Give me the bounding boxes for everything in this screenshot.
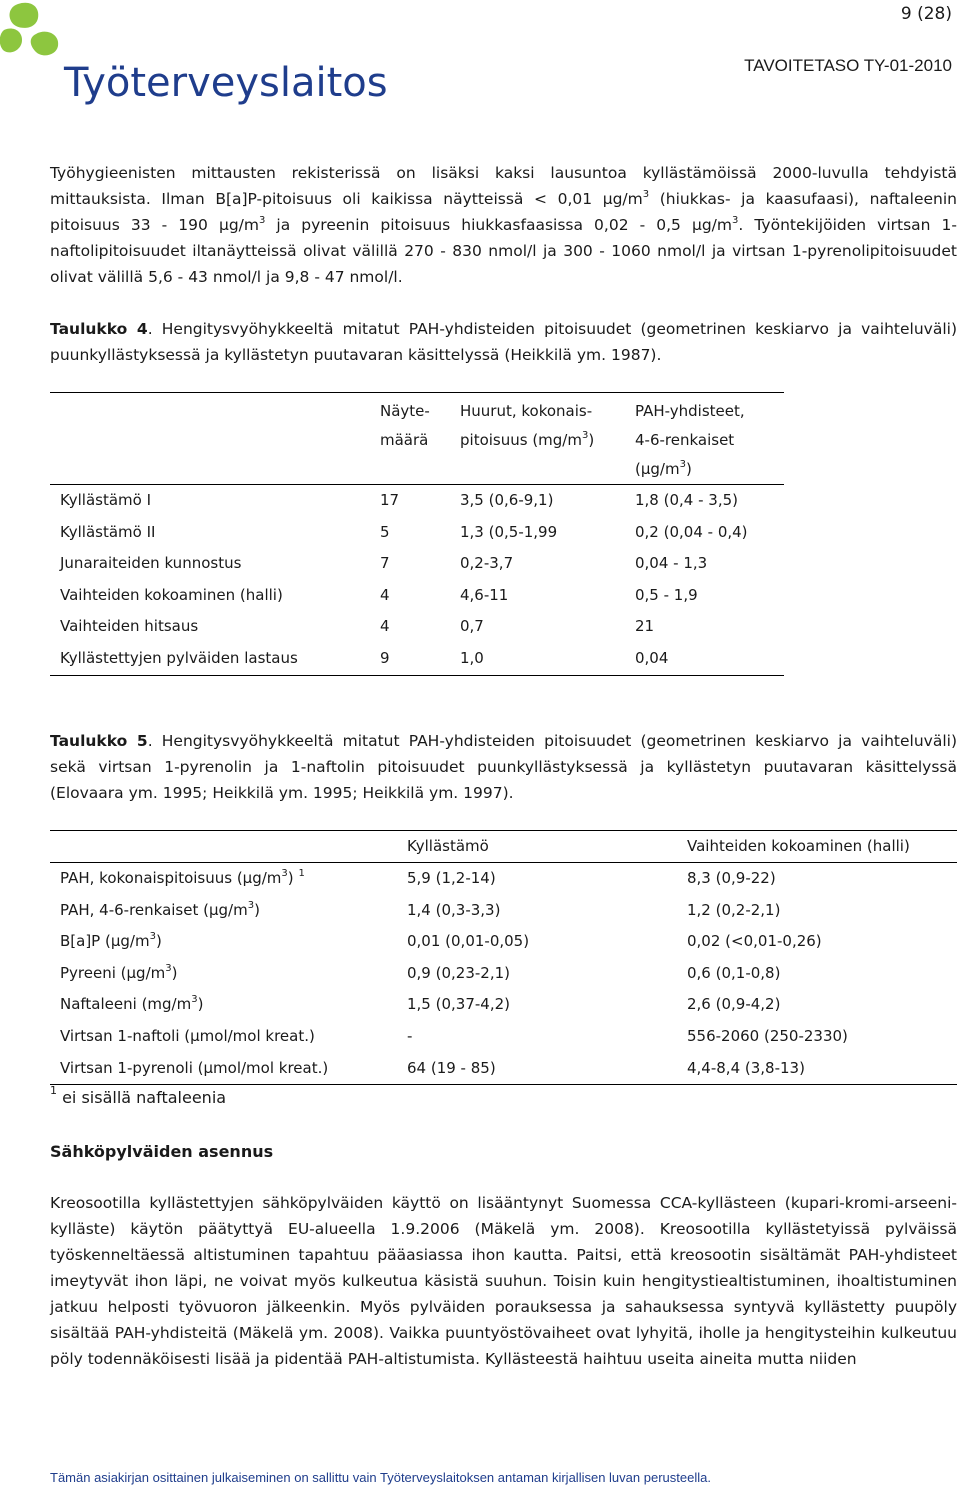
table-row: Kyllästämö I 17 3,5 (0,6-9,1) 1,8 (0,4 - 3,5) [60,491,738,509]
table5 [50,830,957,1085]
table4-header-fumes: Huurut, kokonais- pitoisuus $(mg/m^3)$ [460,402,595,449]
table-row: Kyllästettyjen pylväiden lastaus 9 1,0 0,04 [60,648,669,667]
table4 [50,392,784,676]
logo-wordmark: Työterveyslaitos [64,60,388,106]
table4-header-sample-count: Näyte- määrä [380,402,430,449]
table-row: PAH, kokonaispitoisuus $(\mu g/m^3)$ $^1$ 5,9 (1,2-14) 8,3 (0,9-22) [60,868,776,887]
page-footer: Tämän asiakirjan osittainen julkaiseminen on sallittu vain Työterveyslaitoksen antaman kirjallisen luvan perusteella. [50,1470,711,1485]
table4-header-row [50,393,784,485]
logo-leaf-icon [0,0,64,80]
table-row: Vaihteiden kokoaminen (halli) 4 4,6-11 0,5 - 1,9 [60,585,698,604]
table-row: Vaihteiden hitsaus 4 0,7 21 [60,617,655,636]
table-row: B[a]P $(\mu g/m^3)$ 0,01 (0,01-0,05) 0,02 (<0,01-0,26) [60,931,822,951]
table5-header-row [50,831,957,863]
table-row: Virtsan 1-naftoli (µmol/mol kreat.) - 556-2060 (250-2330) [60,1026,848,1045]
table5-header-impregnation-plant: Kyllästämö [407,837,489,855]
table4-caption: Taulukko 4. Hengitysvyöhykkeeltä mitatut PAH-yhdisteiden pitoisuudet (geometrinen keskiarvo ja vaihteluväli) puunkyllästyksessä ja kyllästetyn puutavaran käsittelyssä (Heikkilä ym. 1987). [50,320,957,364]
table-row: Junaraiteiden kunnostus 7 0,2-3,7 0,04 - 1,3 [60,554,708,573]
table5-caption: Taulukko 5. Hengitysvyöhykkeeltä mitatut PAH-yhdisteiden pitoisuudet (geometrinen keskiarvo ja vaihteluväli) sekä virtsan 1-pyrenolin ja 1-naftolin pitoisuudet puunkyllästyksessä ja kyllästetyn puutavaran käsittelyssä (Elovaara ym. 1995; Heikkilä ym. 1995; Heikkilä ym. 1997). [50,732,957,802]
table-row: Naftaleeni $(mg/m^3)$ 1,5 (0,37-4,2) 2,6 (0,9-4,2) [60,994,781,1014]
table4-header-pah: PAH-yhdisteet, 4-6-renkaiset $(\mu g/m^3)$ [635,402,745,478]
table5-header-switch-assembly: Vaihteiden kokoaminen (halli) [687,837,910,855]
section-heading: Sähköpylväiden asennus [50,1142,274,1161]
table-row: Pyreeni $(\mu g/m^3)$ 0,9 (0,23-2,1) 0,6 (0,1-0,8) [60,962,781,982]
table-row: Virtsan 1-pyrenoli (µmol/mol kreat.) 64 (19 - 85) 4,4-8,4 (3,8-13) [60,1058,805,1077]
table-row: PAH, 4-6-renkaiset $(\mu g/m^3)$ 1,4 (0,3-3,3) 1,2 (0,2-2,1) [60,899,781,919]
table5-footnote: $^1$ ei sisällä naftaleenia [50,1084,227,1107]
table-row: Kyllästämö II 5 1,3 (0,5-1,99 0,2 (0,04 - 0,4) [60,522,748,541]
page-number: 9 (28) [900,4,952,24]
document-code: TAVOITETASO TY-01-2010 [744,56,952,75]
section-paragraph: Kreosootilla kyllästettyjen sähköpylväiden käyttö on lisääntynyt Suomessa CCA-kyllästeen (kupari-kromi-arseeni-kylläste) käytön päätyttyä EU-alueella 1.9.2006 (Mäkelä ym. 2008). Kreosootilla kyllästetyissä pylväissä työskenneltäessä altistuminen tapahtuu pääasiassa ihon kautta. Paitsi, että kreosootin sisältämät PAH-yhdisteet imeytyvät ihon läpi, ne voivat myös kulkeutua käsistä suuhun. Toisin kuin hengitystiealtistuminen, ihoaltistuminen jatkuu helposti työvuoron jälkeenkin. Myös pylväiden porauksessa ja sahauksessa syntyvä kyllästetty puupöly sisältää PAH-yhdisteitä (Mäkelä ym. 2008). Vaikka puuntyöstövaiheet ovat lyhyitä, iholle ja hengitysteihin kulkeutuu pöly todennäköisesti lisää ja pidentää PAH-altistumista. Kyllästeestä haihtuu useita aineita mutta niiden [50,1194,957,1368]
intro-paragraph: Työhygieenisten mittausten rekisterissä on lisäksi kaksi lausuntoa kyllästämöissä 2000-luvulla tehdyistä mittauksista. Ilman B[a]P-pitoisuus oli kaikissa näytteissä < 0,01 $\mu g/m^3$ (hiukkas- ja kaasufaasi), naftaleenin pitoisuus 33 - 190 $\mu g/m^3$ ja pyreenin pitoisuus hiukkasfaasissa 0,02 - 0,5 $\mu g/m^3$. Työntekijöiden virtsan 1-naftolipitoisuudet iltanäytteissä olivat välillä 270 - 830 nmol/l ja 300 - 1060 nmol/l ja virtsan 1-pyrenolipitoisuudet olivat välillä 5,6 - 43 nmol/l ja 9,8 - 47 nmol/l. [50,164,957,286]
